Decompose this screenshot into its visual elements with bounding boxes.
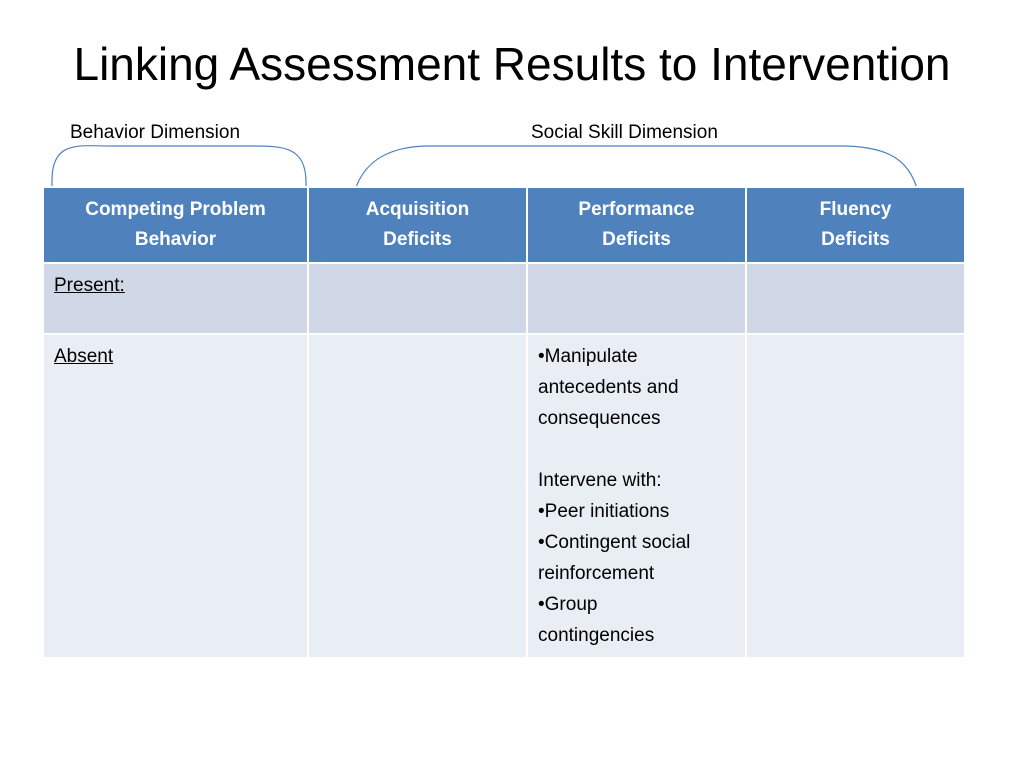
header-line: Performance (578, 199, 695, 220)
header-line: Behavior (134, 229, 217, 250)
slide-title: Linking Assessment Results to Intervention (73, 38, 951, 90)
header-line: Acquisition (365, 199, 470, 220)
intervention-line: •Group (538, 594, 598, 615)
header-line: Competing Problem (85, 199, 266, 220)
intervention-line: reinforcement (538, 563, 655, 584)
table-row-absent (43, 334, 965, 658)
header-performance-deficits (527, 187, 746, 263)
intervention-line: •Contingent social (538, 532, 691, 553)
cell-present-performance (527, 263, 746, 334)
intervention-line (538, 434, 735, 465)
cell-absent-performance (527, 334, 746, 658)
row-label-present: Present: (54, 275, 125, 296)
header-line: Deficits (383, 229, 452, 250)
intervention-line: antecedents and (538, 377, 679, 398)
row-label-absent: Absent (54, 346, 114, 367)
row-label-cell (43, 263, 308, 334)
table-row-present (43, 263, 965, 334)
behavior-dimension-label: Behavior Dimension (70, 122, 241, 143)
intervention-line: •Manipulate (538, 346, 638, 367)
intervention-line: contingencies (538, 625, 655, 646)
intervention-line: consequences (538, 408, 661, 429)
cell-present-fluency (746, 263, 965, 334)
intervention-table (42, 186, 966, 659)
social-skill-dimension-label: Social Skill Dimension (531, 122, 718, 143)
header-line: Deficits (821, 229, 890, 250)
header-line: Deficits (602, 229, 671, 250)
header-line: Fluency (819, 199, 892, 220)
header-competing-problem-behavior (43, 187, 308, 263)
intervention-line: •Peer initiations (538, 501, 670, 522)
cell-absent-fluency (746, 334, 965, 658)
cell-present-acquisition (308, 263, 527, 334)
header-acquisition-deficits (308, 187, 527, 263)
intervention-line: Intervene with: (538, 470, 662, 491)
cell-absent-acquisition (308, 334, 527, 658)
row-label-cell (43, 334, 308, 658)
header-fluency-deficits (746, 187, 965, 263)
table-header-row (43, 187, 965, 263)
